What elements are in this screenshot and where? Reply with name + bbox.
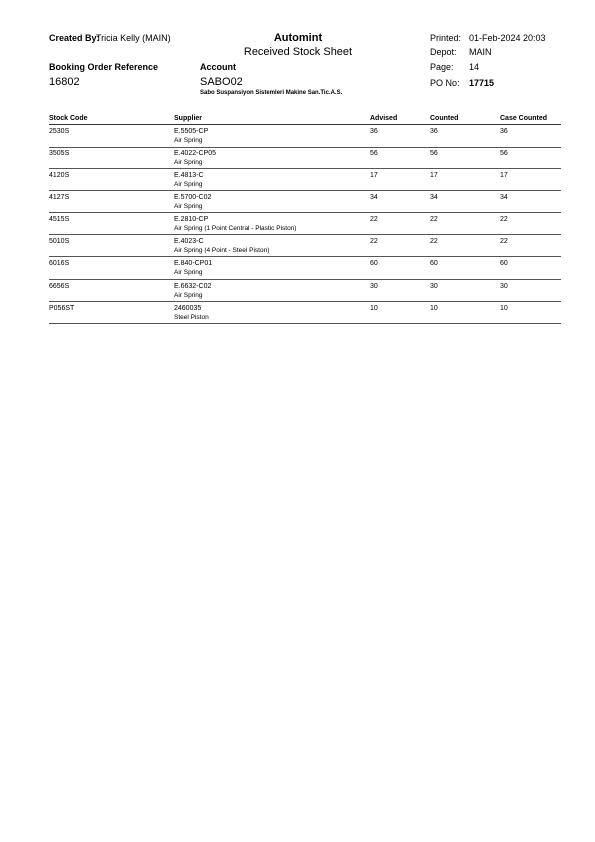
depot-value: MAIN [469,47,492,57]
account-label: Account [200,62,236,72]
cell-stock-code: 4515S [49,216,70,223]
cell-case-counted: 10 [500,305,508,312]
booking-value: 16802 [49,76,80,88]
cell-case-counted: 34 [500,194,508,201]
cell-description: Air Spring (4 Point - Steel Piston) [174,247,270,254]
cell-stock-code: 3505S [49,150,70,157]
cell-counted: 56 [430,150,438,157]
created-by-value: Tricia Kelly (MAIN) [96,33,171,43]
cell-stock-code: P056ST [49,305,75,312]
page-label: Page: [430,62,454,72]
cell-stock-code: 2530S [49,128,70,135]
row-divider [49,147,561,148]
printed-value: 01-Feb-2024 20:03 [469,33,546,43]
printed-label: Printed: [430,33,462,43]
cell-case-counted: 22 [500,238,508,245]
sheet-title: Received Stock Sheet [243,46,353,58]
cell-advised: 22 [370,238,378,245]
row-divider [49,234,561,235]
cell-counted: 17 [430,172,438,179]
depot-label: Depot: [430,47,457,57]
cell-advised: 30 [370,283,378,290]
po-label: PO No: [430,78,460,88]
cell-stock-code: 6656S [49,283,70,290]
cell-counted: 22 [430,216,438,223]
cell-supplier: E.4023-C [174,238,204,245]
created-by-label: Created By: [49,33,100,43]
cell-advised: 60 [370,260,378,267]
cell-counted: 10 [430,305,438,312]
cell-description: Air Spring [174,292,203,299]
cell-supplier: 2460035 [174,305,202,312]
row-divider [49,256,561,257]
cell-advised: 56 [370,150,378,157]
cell-advised: 36 [370,128,378,135]
cell-counted: 34 [430,194,438,201]
cell-case-counted: 36 [500,128,508,135]
page-value: 14 [469,62,480,72]
col-supplier: Supplier [174,115,203,122]
cell-supplier: E.6632-C02 [174,283,212,290]
cell-advised: 34 [370,194,378,201]
col-counted: Counted [430,115,459,122]
account-value: SABO02 [200,76,243,88]
col-case-counted: Case Counted [500,115,548,122]
cell-counted: 30 [430,283,438,290]
cell-stock-code: 6016S [49,260,70,267]
cell-supplier: E.840-CP01 [174,260,213,267]
cell-advised: 22 [370,216,378,223]
row-divider [49,190,561,191]
cell-description: Air Spring [174,181,203,188]
cell-counted: 60 [430,260,438,267]
cell-advised: 17 [370,172,378,179]
cell-supplier: E.5505-CP [174,128,209,135]
cell-description: Air Spring [174,159,203,166]
row-divider [49,212,561,213]
cell-stock-code: 5010S [49,238,70,245]
row-divider [49,168,561,169]
cell-case-counted: 30 [500,283,508,290]
col-advised: Advised [370,115,398,122]
cell-description: Air Spring [174,269,203,276]
cell-description: Air Spring [174,137,203,144]
cell-supplier: E.2810-CP [174,216,209,223]
header-divider [49,124,561,125]
row-divider [49,301,561,302]
booking-label: Booking Order Reference [49,62,159,72]
cell-description: Air Spring [174,203,203,210]
cell-supplier: E.4022-CP05 [174,150,217,157]
cell-counted: 22 [430,238,438,245]
cell-stock-code: 4120S [49,172,70,179]
cell-case-counted: 17 [500,172,508,179]
cell-case-counted: 22 [500,216,508,223]
row-divider [49,279,561,280]
cell-case-counted: 56 [500,150,508,157]
col-stock-code: Stock Code [49,115,88,122]
cell-supplier: E.4813-C [174,172,204,179]
cell-supplier: E.5700-C02 [174,194,212,201]
cell-case-counted: 60 [500,260,508,267]
row-divider [49,323,561,324]
cell-counted: 36 [430,128,438,135]
po-value: 17715 [469,78,495,88]
account-name: Sabo Suspansiyon Sistemleri Makine San.Tic.A.S. [200,90,343,96]
cell-stock-code: 4127S [49,194,70,201]
company-name: Automint [273,32,323,44]
cell-advised: 10 [370,305,378,312]
cell-description: Steel Piston [174,314,209,321]
cell-description: Air Spring (1 Point Central - Plastic Piston) [174,225,297,232]
